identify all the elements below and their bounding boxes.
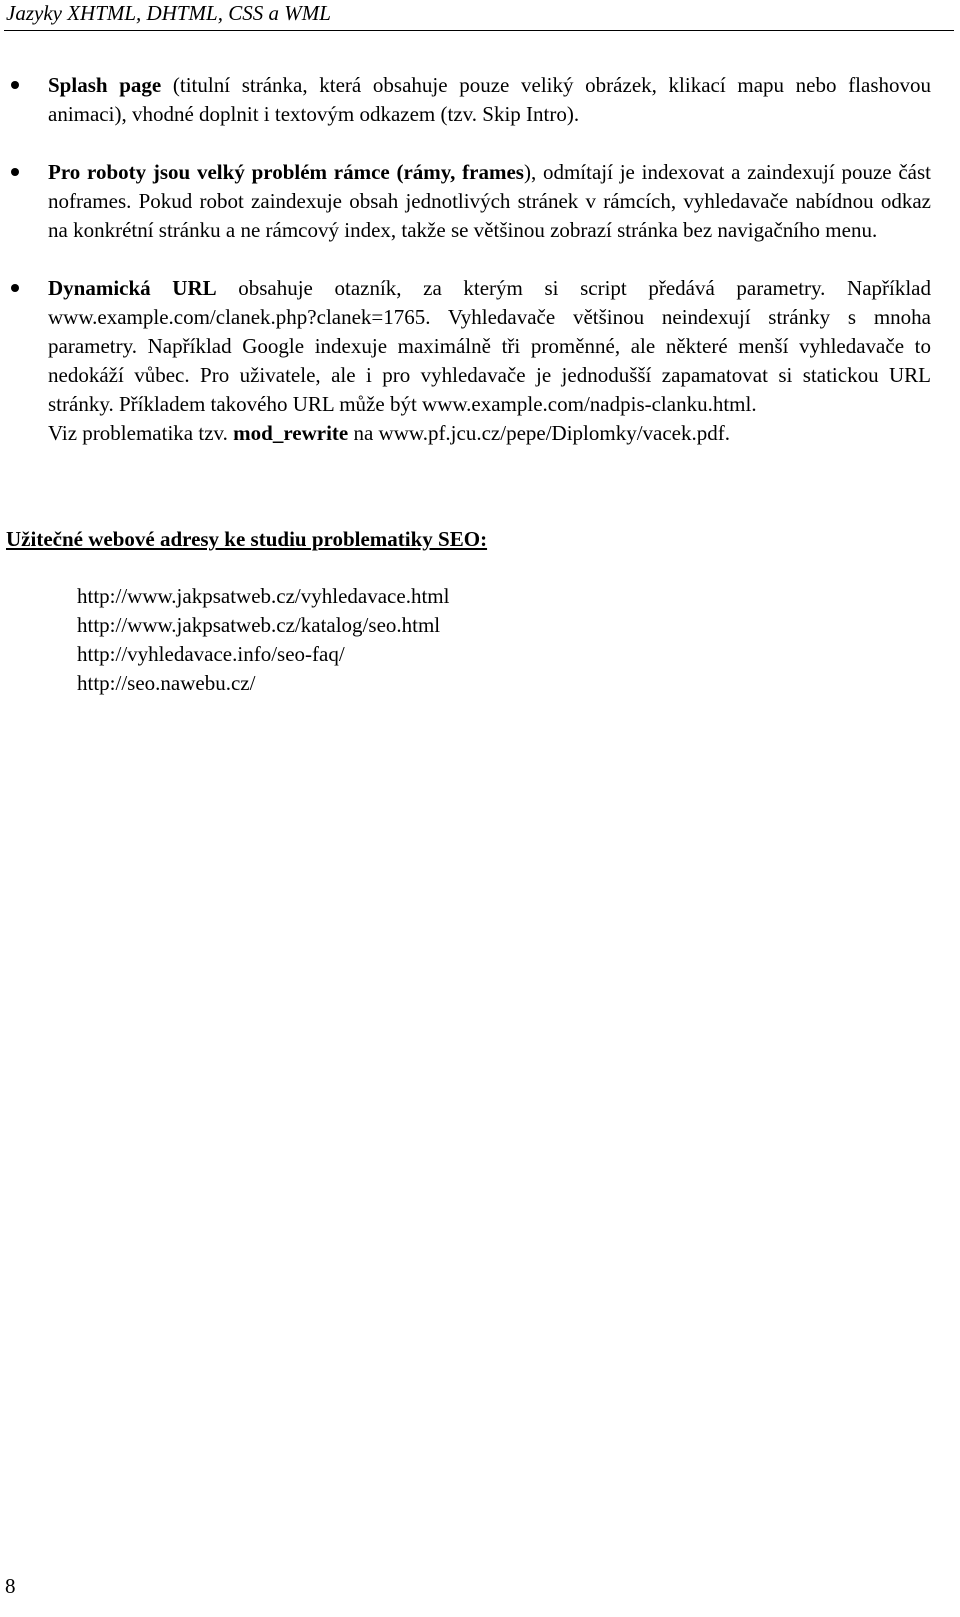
- bullet-list: [0, 71, 960, 477]
- seo-link[interactable]: http://vyhledavace.info/seo-faq/: [77, 642, 345, 666]
- bullet-dot-icon: [11, 81, 19, 89]
- seo-links-heading: Užitečné webové adresy ke studiu problematiky SEO:: [6, 527, 488, 551]
- bullet-text: [48, 160, 931, 242]
- note-term: mod_rewrite: [233, 421, 349, 445]
- seo-link[interactable]: http://seo.nawebu.cz/: [77, 671, 256, 695]
- page-header: [4, 0, 954, 31]
- bullet-term: Pro roboty jsou velký problém rámce (rámy, frames: [48, 160, 524, 184]
- bullet-term: Splash page: [48, 73, 162, 97]
- note-prefix: Viz problematika tzv.: [48, 421, 234, 445]
- bullet-item-splash-page: [48, 71, 931, 129]
- bullet-item-dynamic-url: [48, 274, 931, 448]
- bullet-note: [48, 419, 931, 448]
- bullet-dot-icon: [11, 284, 19, 292]
- bullet-text: [48, 73, 931, 126]
- bullet-body: (titulní stránka, která obsahuje pouze veliký obrázek, klikací mapu nebo flashovou animaci), vhodné doplnit i textovým odkazem (tzv. Skip Intro).: [48, 73, 931, 126]
- note-suffix: na www.pf.jcu.cz/pepe/Diplomky/vacek.pdf.: [348, 421, 730, 445]
- page-number: 8: [5, 1574, 16, 1598]
- bullet-body: obsahuje otazník, za kterým si script předává parametry. Například www.example.com/clanek.php?clanek=1765. Vyhledavače většinou neindexují stránky s mnoha parametry. Například Google indexuje maximálně tři proměnné, ale některé menší vyhledavače to nedokáží vůbec. Pro uživatele, ale i pro vyhledavače je jednodušší zapamatovat si statickou URL stránky. Příkladem takového URL může být www.example.com/nadpis-clanku.html.: [48, 276, 931, 416]
- bullet-item-frames: [48, 158, 931, 245]
- seo-link[interactable]: http://www.jakpsatweb.cz/vyhledavace.html: [77, 584, 450, 608]
- document-title: Jazyky XHTML, DHTML, CSS a WML: [6, 1, 331, 25]
- seo-link[interactable]: http://www.jakpsatweb.cz/katalog/seo.html: [77, 613, 441, 637]
- bullet-body: ), odmítají je indexovat a zaindexují pouze část noframes. Pokud robot zaindexuje obsah jednotlivých stránek v rámcích, vyhledavače nabídnou odkaz na konkrétní stránku a ne rámcový index, takže se většinou zobrazí stránka bez navigačního menu.: [48, 160, 932, 242]
- bullet-term: Dynamická URL: [48, 276, 217, 300]
- bullet-dot-icon: [11, 168, 19, 176]
- seo-links-list: [77, 582, 449, 698]
- bullet-text: [48, 276, 931, 416]
